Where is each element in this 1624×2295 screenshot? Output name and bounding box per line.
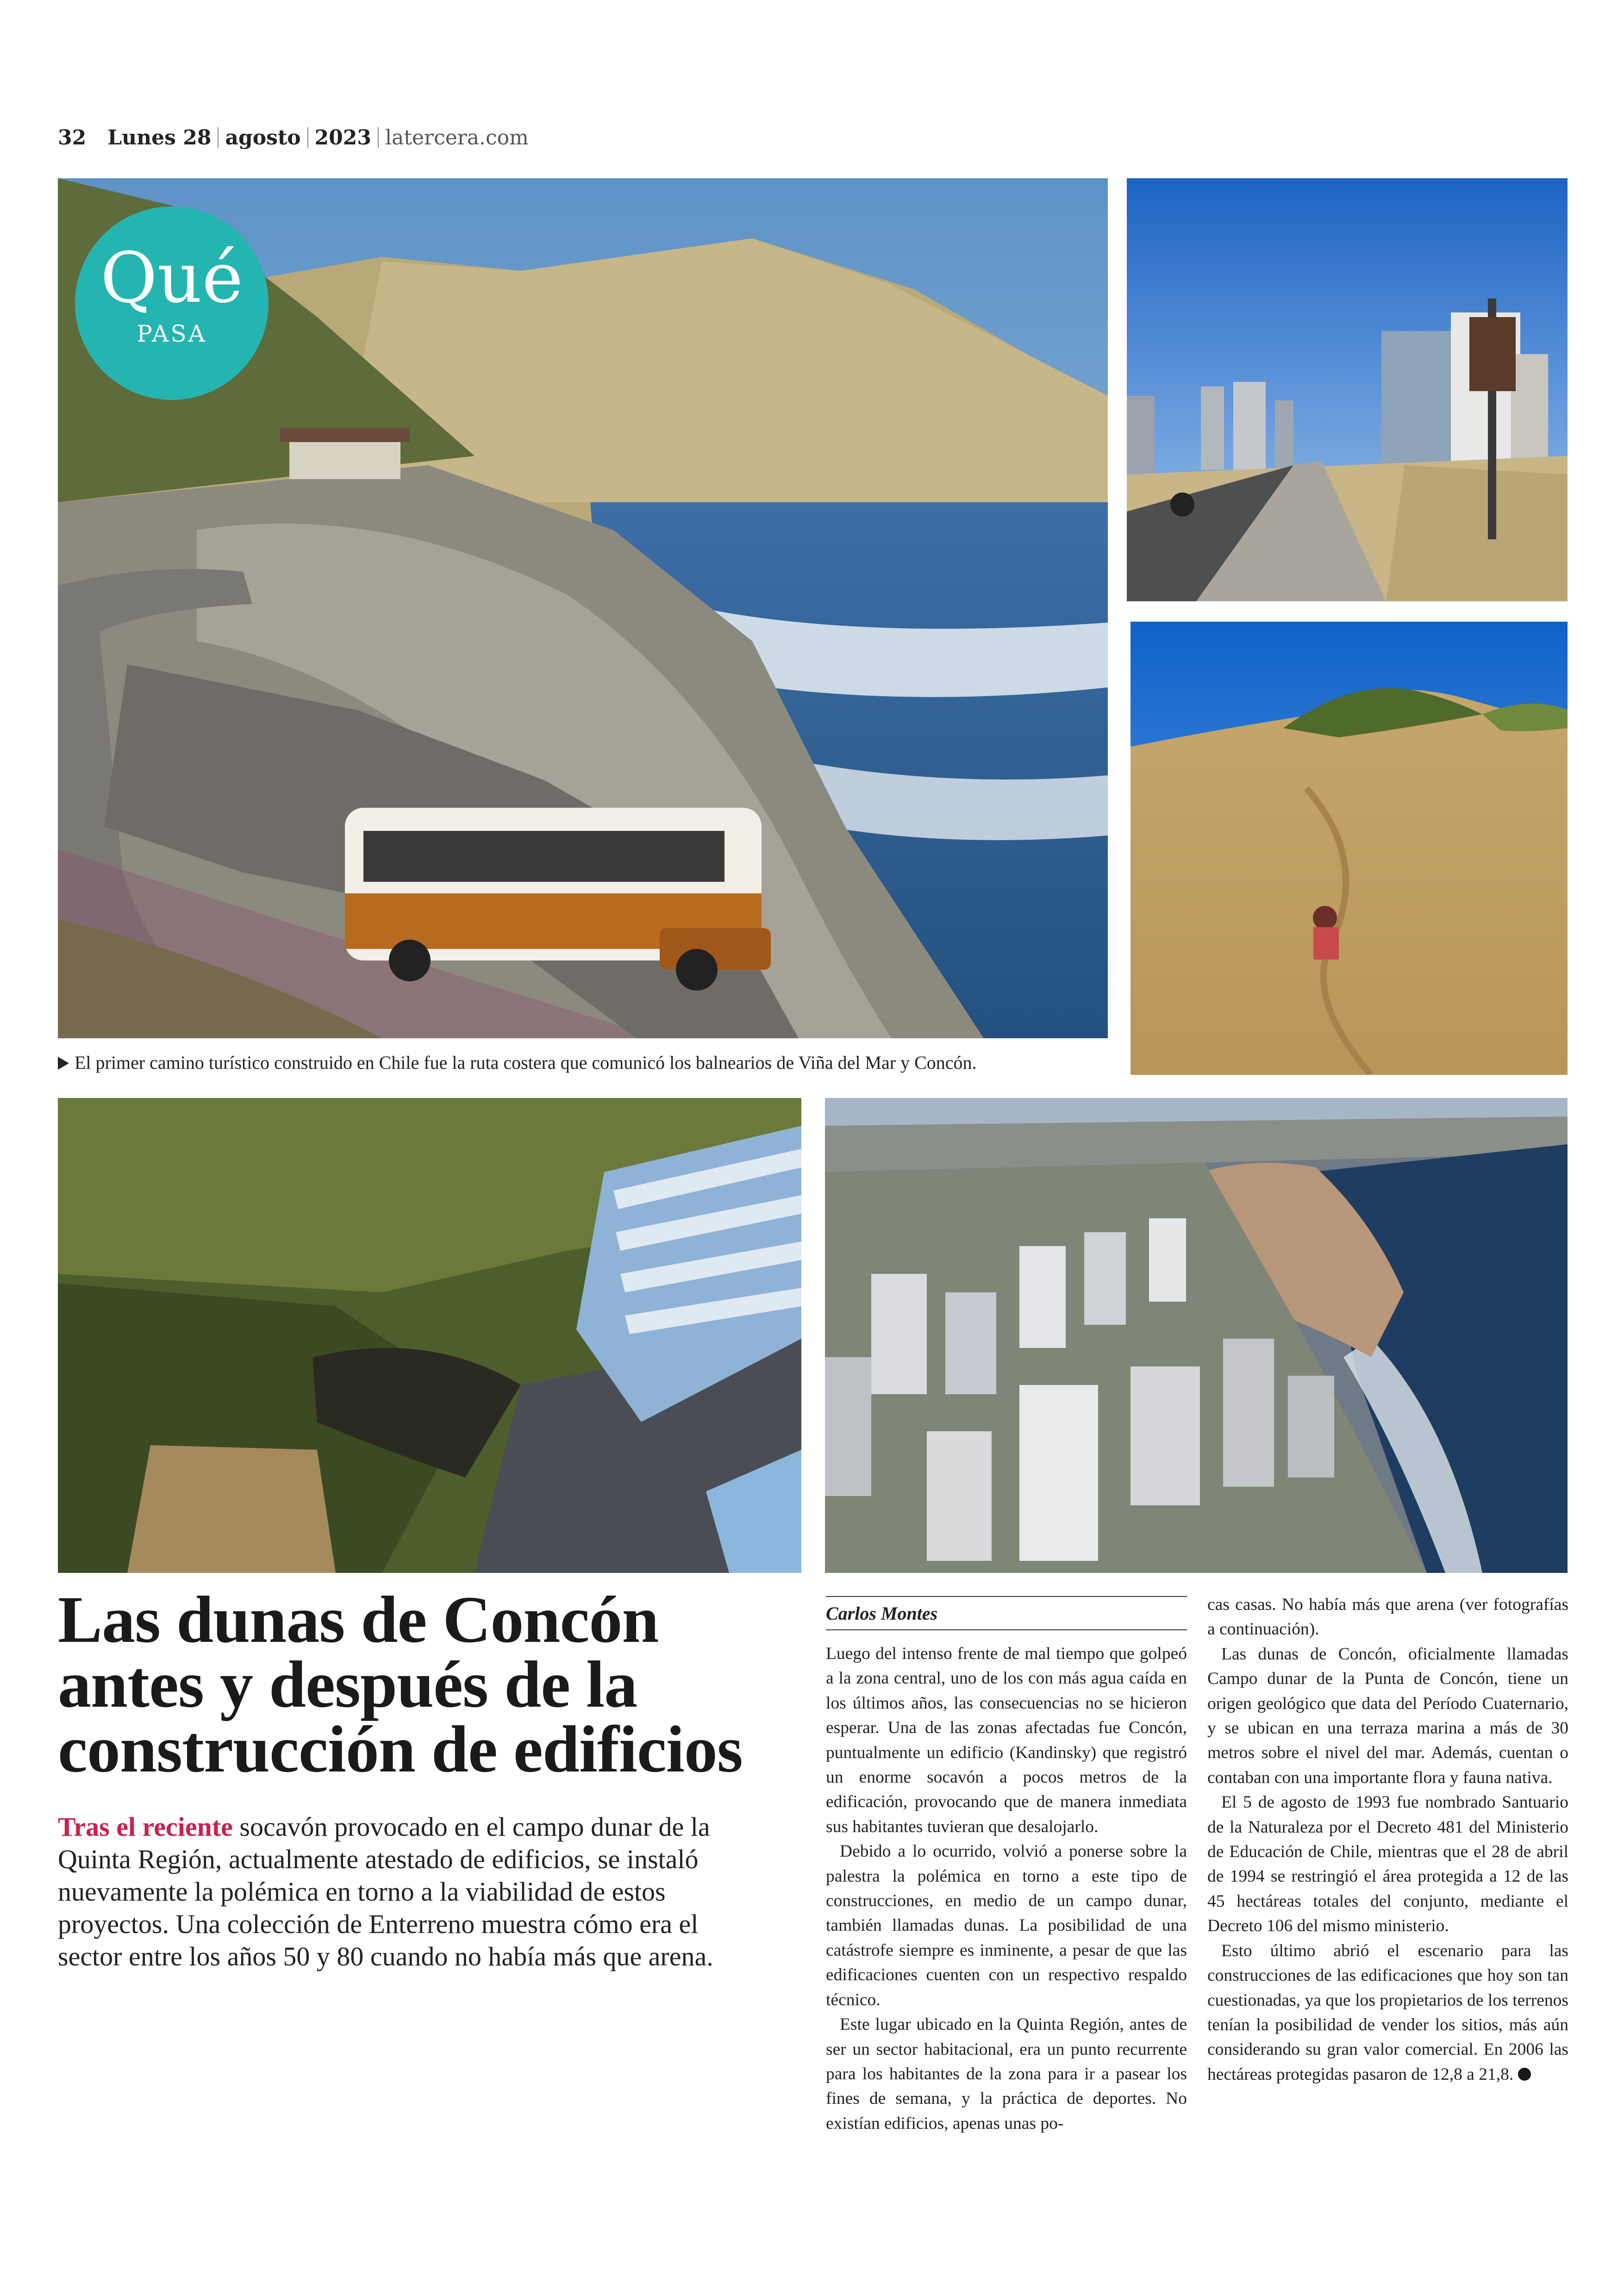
badge-title: Qué	[100, 238, 244, 318]
photo-caption	[58, 1050, 1109, 1076]
article-deck	[58, 1811, 766, 1973]
badge-subtitle: PASA	[137, 320, 207, 347]
boulevard-towers-photo	[1127, 178, 1568, 601]
deck-lead: Tras el reciente	[58, 1812, 233, 1842]
byline: Carlos Montes	[826, 1603, 938, 1624]
page-number: 32	[58, 125, 87, 150]
dunes-illustration	[1131, 622, 1568, 1075]
sinkhole-illustration	[58, 1098, 801, 1573]
body-paragraph: Debido a lo ocurrido, volvió a ponerse sobre la palestra la polémica en torno a este tipo de construcciones, en medio de un campo dunar, también llamadas dunas. La posibilidad de una catástrofe siempre es inminente, a pesar de que las edificaciones cuenten con un respectivo respaldo técnico.	[826, 1842, 1187, 2009]
body-paragraph-last	[1207, 1939, 1568, 2087]
header-divider	[307, 127, 308, 148]
aerial-city-illustration	[825, 1098, 1568, 1573]
body-paragraph: Luego del intenso frente de mal tiempo que golpeó a la zona central, uno de los con más agua caída en los últimos años, las consecuencias no se hicieron esperar. Una de las zonas afectadas fue Concón, puntualmente un edificio (Kandinsky) que registró un enorme socavón a pocos metros de la edificación, provocando que de manera inmediata sus habitantes tuvieran que desalojarlo.	[826, 1644, 1187, 1836]
header-divider	[378, 127, 379, 148]
end-of-article-icon	[1518, 2068, 1531, 2081]
deck-text: socavón provocado en el campo dunar de la Quinta Región, actualmente atestado de edificios, se instaló nuevamente la polémica en torno a la viabilidad de estos proyectos. Una colección de Enterreno muestra cómo era el sector entre los años 50 y 80 cuando no había más que arena.	[58, 1812, 713, 1971]
body-column-1	[826, 1641, 1187, 2136]
body-paragraph: cas casas. No había más que arena (ver fotografías a continuación).	[1207, 1595, 1568, 1639]
header-month: agosto	[225, 125, 301, 150]
que-pasa-badge	[75, 206, 269, 400]
body-paragraph: Las dunas de Concón, oficialmente llamadas Campo dunar de la Punta de Concón, tiene un origen geológico que data del Período Cuaternario, y se ubican en una terraza marina a más de 30 metros sobre el nivel del mar. Además, cuentan o contaban con una importante flora y fauna nativa.	[1207, 1644, 1568, 1787]
body-paragraph: El 5 de agosto de 1993 fue nombrado Santuario de la Naturaleza por el Decreto 481 del Ministerio de Educación de Chile, mientras que el 28 de abril de 1994 se restringió el área protegida a 12 de las 45 hectáreas totales del conjunto, mediante el Decreto 106 del mismo ministerio.	[1207, 1793, 1568, 1936]
byline-rule	[826, 1596, 1187, 1597]
body-paragraph: Este lugar ubicado en la Quinta Región, antes de ser un sector habitacional, era un punto recurrente para los habitantes de la zona para ir a pasear los fines de semana, y la práctica de deportes. No existían edificios, apenas unas po-	[826, 2015, 1187, 2133]
header-site-link[interactable]: latercera.com	[385, 125, 529, 150]
boulevard-illustration	[1127, 178, 1568, 601]
page-header	[58, 121, 529, 154]
byline-rule	[826, 1629, 1187, 1630]
body-paragraph-final-text: Esto último abrió el escenario para las construcciones de las edificaciones que hoy son tan cuestionadas, ya que los propietarios de los terrenos tenían la posibilidad de vender los sitios, más aún considerando su gran valor comercial. En 2006 las hectáreas protegidas pasaron de 12,8 a 21,8.	[1207, 1941, 1568, 2084]
header-date-day: Lunes 28	[107, 125, 212, 150]
dunes-visitors-photo	[1131, 622, 1568, 1075]
header-year: 2023	[314, 125, 372, 150]
sinkhole-aerial-photo	[58, 1098, 801, 1573]
body-column-2	[1207, 1592, 1568, 2087]
article-headline: Las dunas de Concón antes y después de la construcción de edificios	[58, 1583, 743, 1786]
header-divider	[218, 127, 219, 148]
concon-aerial-photo	[825, 1098, 1568, 1573]
caption-arrow-icon	[58, 1057, 69, 1070]
caption-text: El primer camino turístico construido en Chile fue la ruta costera que comunicó los balnearios de Viña del Mar y Concón.	[75, 1052, 977, 1073]
